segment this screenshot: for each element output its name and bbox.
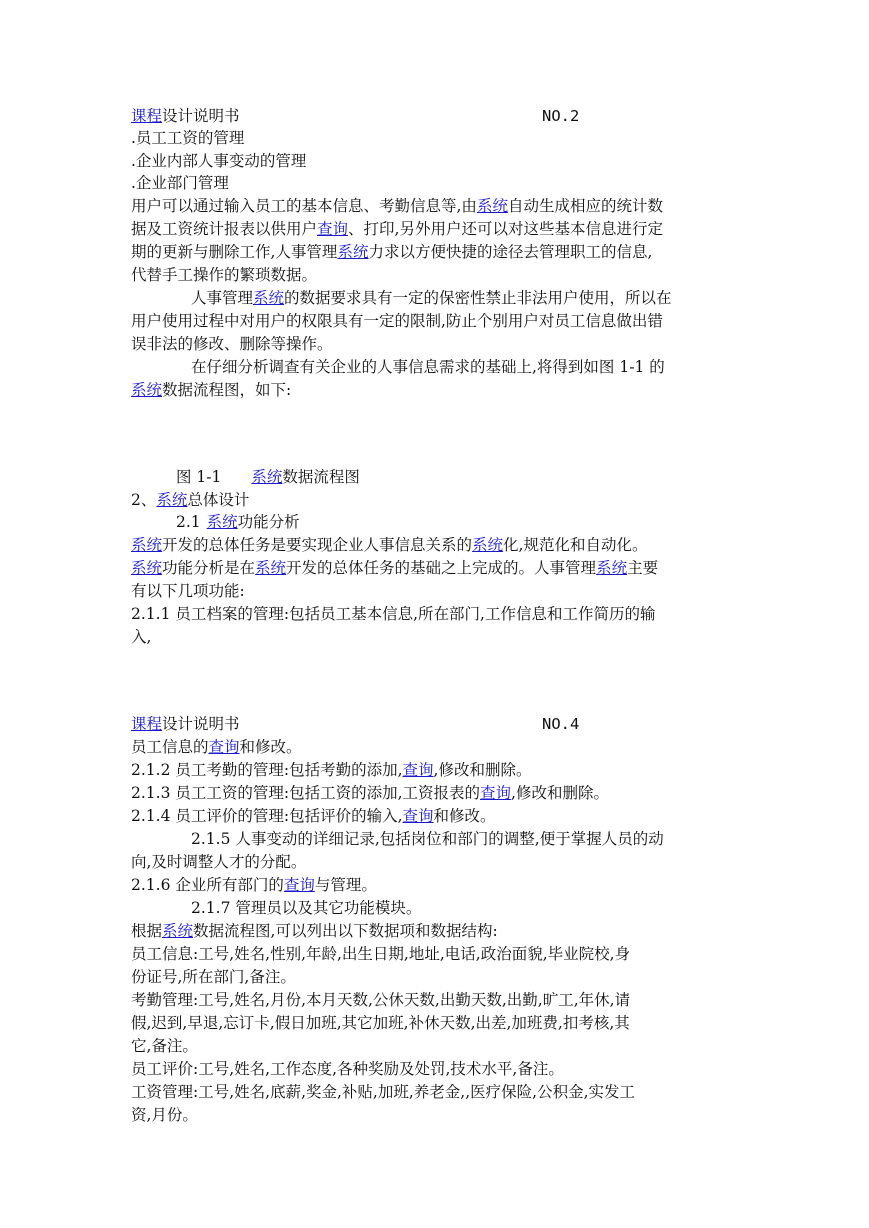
paragraph-line: 在仔细分析调查有关企业的人事信息需求的基础上,将得到如图 1-1 的	[191, 358, 665, 376]
header-title: 设计说明书	[162, 107, 240, 125]
system-link[interactable]: 系统	[596, 559, 628, 577]
page2-header	[131, 713, 240, 735]
paragraph-line	[131, 782, 609, 804]
paragraph-line	[131, 805, 496, 827]
text: 的数据要求具有一定的保密性禁止非法用户使用，所以在	[284, 289, 672, 307]
paragraph-line	[131, 874, 377, 896]
text: 力求以方便快捷的途径去管理职工的信息,	[368, 243, 653, 261]
text: 开发的总体任务是要实现企业人事信息关系的	[162, 536, 473, 554]
text: ,修改和删除。	[433, 761, 532, 779]
text: 和修改。	[239, 738, 302, 756]
query-link[interactable]: 查询	[283, 876, 315, 894]
paragraph-line: 用户使用过程中对用户的权限具有一定的限制,防止个别用户对员工信息做出错	[131, 312, 663, 330]
text: 总体设计	[187, 491, 250, 509]
paragraph-line: 假,迟到,早退,忘订卡,假日加班,其它加班,补休天数,出差,加班费,扣考核,其	[131, 1014, 630, 1032]
paragraph-line: 工资管理:工号,姓名,底薪,奖金,补贴,加班,养老金,,医疗保险,公积金,实发工	[131, 1083, 635, 1101]
paragraph-line: 员工评价:工号,姓名,工作态度,各种奖励及处罚,技术水平,备注。	[131, 1060, 564, 1078]
paragraph-line: 代替手工操作的繁琐数据。	[131, 266, 318, 284]
text: 自动生成相应的统计数	[507, 197, 663, 215]
text: 数据流程图,可以列出以下数据项和数据结构:	[193, 922, 498, 940]
paragraph-line: 2.1.7 管理员以及其它功能模块。	[191, 899, 422, 917]
paragraph-line: 份证号,所在部门,备注。	[131, 968, 296, 986]
section-heading	[131, 489, 249, 511]
page-number: NO.4	[542, 715, 580, 733]
system-link[interactable]: 系统	[131, 381, 163, 399]
text: 根据	[131, 922, 163, 940]
system-link[interactable]: 系统	[476, 197, 508, 215]
paragraph-line	[131, 557, 658, 579]
text: 功能分析是在	[162, 559, 256, 577]
text: 人事管理	[191, 289, 254, 307]
system-link[interactable]: 系统	[156, 491, 188, 509]
text: 、打印,另外用户还可以对这些基本信息进行定	[348, 220, 663, 238]
paragraph-line: 它,备注。	[131, 1037, 198, 1055]
system-link[interactable]: 系统	[337, 243, 369, 261]
system-link[interactable]: 系统	[253, 289, 285, 307]
paragraph-line	[131, 534, 647, 556]
text: 主要	[627, 559, 659, 577]
text: 与管理。	[314, 876, 377, 894]
paragraph-line	[191, 287, 672, 309]
paragraph-line: 向,及时调整人才的分配。	[131, 853, 307, 871]
text: 功能分析	[237, 513, 300, 531]
paragraph-line	[131, 759, 531, 781]
paragraph-line	[131, 195, 663, 217]
text: 数据流程图，如下:	[162, 381, 292, 399]
course-link[interactable]: 课程	[131, 715, 163, 733]
text: 开发的总体任务的基础之上完成的。人事管理	[286, 559, 597, 577]
system-link[interactable]: 系统	[162, 922, 194, 940]
list-item: .员工工资的管理	[131, 129, 245, 147]
paragraph-line: 2.1.1 员工档案的管理:包括员工基本信息,所在部门,工作信息和工作简历的输	[131, 605, 656, 623]
paragraph-line: 有以下几项功能:	[131, 582, 245, 600]
text: 期的更新与删除工作,人事管理	[131, 243, 338, 261]
section-number: 2.1	[176, 513, 201, 531]
text: 数据流程图	[282, 468, 360, 486]
figure-caption	[176, 466, 360, 488]
paragraph-line	[131, 241, 652, 263]
system-link[interactable]: 系统	[131, 536, 163, 554]
text: 2.1.2 员工考勤的管理:包括考勤的添加,	[131, 761, 403, 779]
system-link[interactable]: 系统	[251, 468, 283, 486]
page1-header	[131, 105, 240, 127]
header-title: 设计说明书	[162, 715, 240, 733]
section-number: 2、	[131, 491, 157, 509]
page-number: NO.2	[542, 107, 580, 125]
paragraph-line	[131, 379, 291, 401]
query-link[interactable]: 查询	[402, 761, 434, 779]
text: 据及工资统计报表以供用户	[131, 220, 318, 238]
course-link[interactable]: 课程	[131, 107, 163, 125]
paragraph-line	[131, 920, 498, 942]
text: 化,规范化和自动化。	[503, 536, 648, 554]
text: 和修改。	[433, 807, 496, 825]
system-link[interactable]: 系统	[255, 559, 287, 577]
system-link[interactable]: 系统	[472, 536, 504, 554]
text: 员工信息的	[131, 738, 209, 756]
text: ,修改和删除。	[511, 784, 609, 802]
text: 2.1.3 员工工资的管理:包括工资的添加,工资报表的	[131, 784, 481, 802]
query-link[interactable]: 查询	[480, 784, 512, 802]
paragraph-line: 资,月份。	[131, 1106, 198, 1124]
system-link[interactable]: 系统	[206, 513, 238, 531]
list-item: .企业部门管理	[131, 174, 229, 192]
paragraph-line: 考勤管理:工号,姓名,月份,本月天数,公休天数,出勤天数,出勤,旷工,年休,请	[131, 991, 631, 1009]
paragraph-line: 员工信息:工号,姓名,性别,年龄,出生日期,地址,电话,政治面貌,毕业院校,身	[131, 945, 631, 963]
text: 2.1.4 员工评价的管理:包括评价的输入,	[131, 807, 403, 825]
paragraph-line: 误非法的修改、删除等操作。	[131, 335, 333, 353]
subsection-heading	[176, 511, 300, 533]
figure-label: 图 1-1	[176, 468, 222, 486]
text: 用户可以通过输入员工的基本信息、考勤信息等,由	[131, 197, 477, 215]
paragraph-line	[131, 736, 302, 758]
paragraph-line: 2.1.5 人事变动的详细记录,包括岗位和部门的调整,便于掌握人员的动	[191, 830, 664, 848]
system-link[interactable]: 系统	[131, 559, 163, 577]
paragraph-line: 入,	[131, 628, 152, 646]
text: 2.1.6 企业所有部门的	[131, 876, 284, 894]
list-item: .企业内部人事变动的管理	[131, 152, 307, 170]
query-link[interactable]: 查询	[208, 738, 240, 756]
query-link[interactable]: 查询	[402, 807, 434, 825]
query-link[interactable]: 查询	[317, 220, 349, 238]
paragraph-line	[131, 218, 663, 240]
